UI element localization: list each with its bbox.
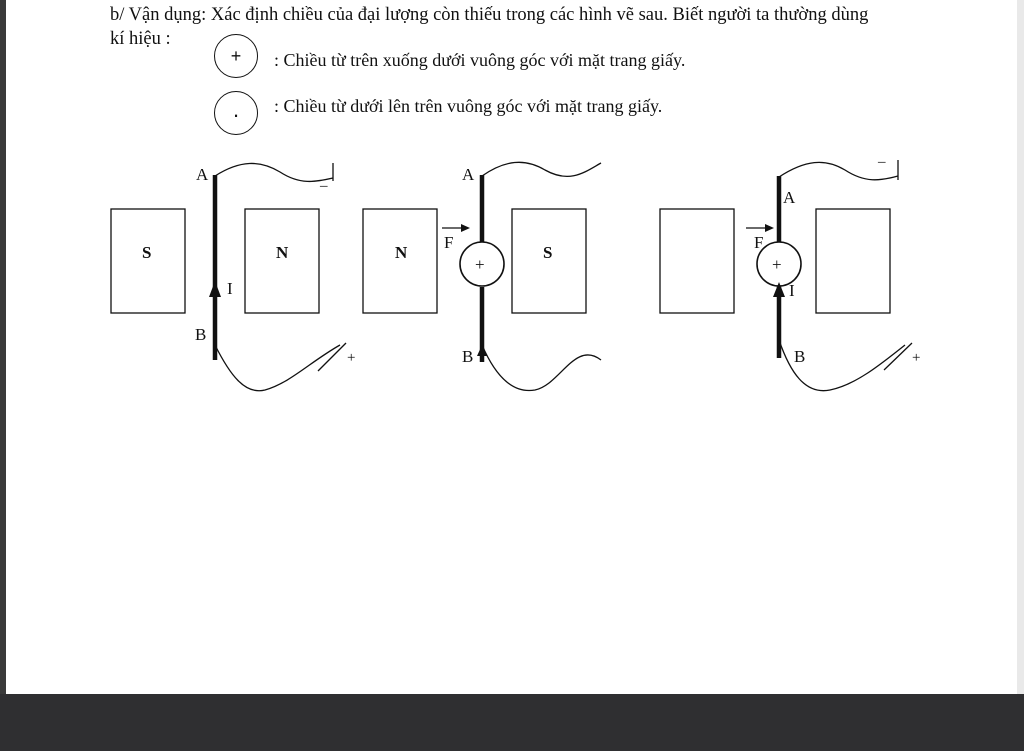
fig3-label-bottom: B	[794, 347, 806, 366]
fig1-label-top: A	[196, 165, 209, 184]
legend-symbol-dot: ·	[232, 102, 240, 127]
fig1-left-magnet-label: S	[142, 243, 152, 262]
fig1-label-current: I	[227, 279, 233, 298]
fig3-right-magnet	[816, 209, 890, 313]
fig2-top-wire	[482, 162, 601, 176]
fig3-force-arrowhead	[765, 224, 774, 232]
fig1-bottom-terminal-bar	[318, 343, 346, 371]
intro-line-2: kí hiệu :	[110, 29, 171, 49]
fig3-bottom-terminal: +	[912, 350, 921, 366]
figure-1	[111, 163, 346, 391]
fig3-left-magnet	[660, 209, 734, 313]
fig3-label-force: F	[754, 233, 764, 252]
fig2-right-magnet-label: S	[543, 243, 553, 262]
fig2-conductor-cross: +	[475, 255, 485, 274]
fig3-current-arrow	[773, 282, 785, 297]
fig2-label-force: F	[444, 233, 454, 252]
fig3-bottom-terminal-bar	[884, 343, 912, 370]
legend-text-dot: : Chiều từ dưới lên trên vuông góc với mặt trang giấy.	[274, 96, 663, 116]
fig2-bottom-wire	[482, 345, 601, 391]
fig1-top-wire	[215, 163, 333, 181]
fig3-label-top: A	[783, 188, 796, 207]
fig3-label-current: I	[789, 281, 795, 300]
fig2-left-magnet-label: N	[395, 243, 408, 262]
viewer-bottom-bar	[0, 694, 1024, 751]
intro-line-1: b/ Vận dụng: Xác định chiều của đại lượng còn thiếu trong các hình vẽ sau. Biết người ta thường dùng	[110, 5, 869, 25]
figure-2	[363, 162, 601, 390]
legend-text-cross: : Chiều từ trên xuống dưới vuông góc với mặt trang giấy.	[274, 50, 686, 70]
legend-symbol-cross: +	[230, 45, 242, 66]
fig2-force-arrowhead	[461, 224, 470, 232]
fig3-top-terminal: –	[878, 154, 886, 170]
fig2-bottom-marker	[477, 345, 487, 356]
fig1-top-terminal: –	[320, 178, 328, 194]
fig2-label-top: A	[462, 165, 475, 184]
fig1-right-magnet-label: N	[276, 243, 289, 262]
fig1-label-bottom: B	[195, 325, 207, 344]
fig1-bottom-terminal: +	[347, 350, 356, 366]
fig2-label-bottom: B	[462, 347, 474, 366]
fig1-current-arrow	[209, 281, 221, 297]
fig3-conductor-cross: +	[772, 255, 782, 274]
